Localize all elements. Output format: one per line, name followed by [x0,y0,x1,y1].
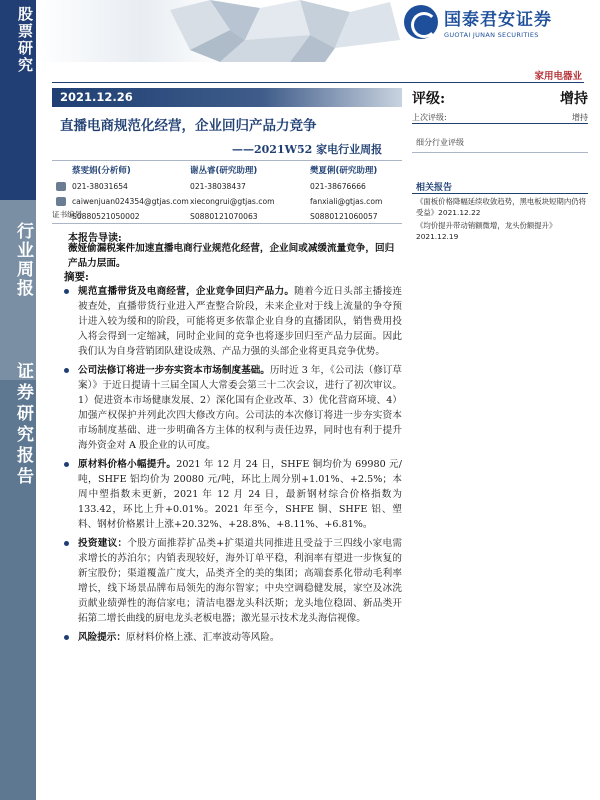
bullet-text: 历时近 3 年，《公司法（修订草案）》于近日提请十三届全国人大常委会第三十二次会议，进行了初次审议。1）促进资本市场健康发展、2）深化国有企业改革、3）优化营商环境、4）加强产权保护并列此次四大修改方向。公司法的本次修订将进一步夯实资本市场制度基础、进一步明确各方主体的权利与责任边界，同时也有利于提升海外资金对 A 股企业的认可度。 [78,365,402,451]
abstract-bullet [56,284,402,359]
sub-industry-rating-label: 细分行业评级 [416,138,464,147]
rating-value: 增持 [560,91,588,107]
analyst-divider-top [52,160,402,161]
phone-icon [56,182,66,191]
abstract-bullets [56,284,402,645]
related-report-link[interactable]: 《面板价格降幅延续收敛趋势，黑电板块短期内仍将受益》2021.12.22 [416,197,586,217]
guide-heading: 本报告导读: [68,233,122,244]
abstract-bullet [56,457,402,532]
analyst-cert: S0880521050002 [72,212,140,221]
related-reports-list [416,197,588,245]
rating-label: 评级: [412,91,446,107]
analyst-card [290,164,410,224]
bullet-text: 原材料价格上涨、汇率波动等风险。 [125,632,280,643]
logo-name-cn: 国泰君安证券 [444,10,552,30]
report-title: 直播电商规范化经营，企业回归产品力竞争 [60,118,317,134]
analyst-phone: 021-38031654 [72,182,128,191]
analyst-phone: 021-38676666 [310,182,366,191]
logo-mark-icon [404,5,438,39]
analyst-cert: S0880121070063 [190,212,258,221]
analyst-name: 樊夏俐(研究助理) [310,166,378,176]
bullet-text: 个股方面推荐扩品类+扩渠道共同推进且受益于三四线小家电需求增长的苏泊尔；内销表现较好，海外订单平稳，利润率有望进一步恢复的新宝股份；渠道覆盖广度大，品类齐全的美的集团；高端套系化带动毛利率增长，线下场景品牌布局领先的海尔智家；中央空调稳健发展，家空及冰洗贡献业绩弹性的海信家电；清洁电器龙头科沃斯；龙头地位稳固、新品类开拓第二增长曲线的厨电龙头老板电器；激光显示技术龙头海信视像。 [78,538,402,624]
analyst-email[interactable]: caiwenjuan024354@gtjas.com [72,197,189,206]
side-label-industry-weekly: 行业周报 [13,222,33,298]
previous-rating-label: 上次评级: [412,113,447,122]
analyst-email[interactable]: xiecongrui@gtjas.com [190,197,275,206]
logo-text [444,5,552,39]
header-divider [52,82,584,83]
abstract-bullet [56,363,402,453]
email-icon [56,197,66,206]
guide-text: 薇娅偷漏税案件加速直播电商行业规范化经营，企业间或减缓流量竞争，回归产品力层面。 [68,243,395,269]
analyst-name: 蔡雯娟(分析师) [72,166,131,176]
analyst-email[interactable]: fanxiali@gtjas.com [310,197,383,206]
bullet-lead: 公司法修订将进一步夯实资本市场制度基础。 [78,365,270,376]
company-logo [404,4,590,40]
analyst-phone: 021-38038437 [190,182,246,191]
abstract-heading: 摘要: [64,271,89,283]
bullet-lead: 投资建议： [78,538,128,549]
analyst-divider-bottom [52,223,402,224]
date-bar [52,88,402,107]
side-band [0,0,36,800]
analyst-card [170,164,290,224]
analyst-cert: S0880121060057 [310,212,378,221]
sub-rating-divider [412,152,588,153]
side-label-securities-report: 证券研究报告 [13,362,33,488]
previous-rating-value: 增持 [572,113,588,122]
crystal-decoration-icon [150,0,430,62]
side-label-stock-research: 股票研究 [16,6,34,74]
analyst-name: 谢丛睿(研究助理) [190,166,258,176]
bullet-text: 随着今近日头部主播接连被查处，直播带货行业进入严查整合阶段，未来企业对于线上流量的争夺预计进入较为缓和的阶段，可能将更多依靠企业自身的直播团队，销售费用投入将会得到一定缩减，同时企业间的竞争也将逐步回归至产品力层面。因此我们认为自身营销团队建设成熟、产品力强的头部企业将更具竞争优势。 [78,286,403,357]
abstract-bullet [56,536,402,626]
bullet-lead: 规范直播带货及电商经营，企业竞争回归产品力。 [78,286,295,297]
logo-name-en: GUOTAI JUNAN SECURITIES [444,31,539,39]
bullet-lead: 原材料价格小幅提升。 [78,459,177,470]
report-subtitle: ——2021W52 家电行业周报 [232,143,383,156]
bullet-text: 2021 年 12 月 24 日，SHFE 铜均价为 69980 元/吨，SHFE 铝均价为 20080 元/吨，环比上周分别+1.01%、+2.5%；本周中塑指数未更新，2021 年 12 月 24 日，最新钢材综合价格指数为 133.42，环比上升+0.01%。2021 年至今，SHFE 铜、SHFE 铝、塑料、钢材价格累计上涨+20.32%、+28.8%、+8.11%、+6.81%。 [78,459,403,530]
industry-category: 家用电器业 [534,71,582,82]
related-reports-heading: 相关报告 [416,183,453,193]
rating-divider [412,123,588,124]
rating-box [412,88,588,123]
bullet-lead: 风险提示： [78,632,126,643]
cert-number-label: 证书编号 [52,210,83,219]
related-divider [412,193,588,194]
report-date: 2021.12.26 [60,90,133,104]
abstract-bullet [56,630,402,645]
related-report-link[interactable]: 《均价提升带动销额微增，龙头份额提升》2021.12.19 [416,221,557,241]
